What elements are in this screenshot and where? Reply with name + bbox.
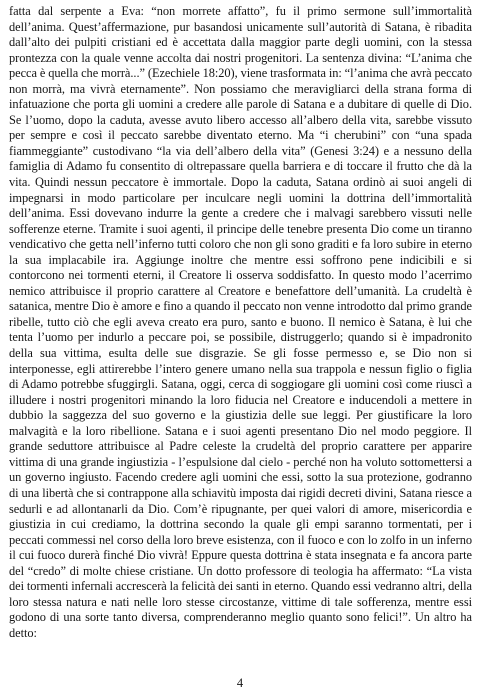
page-number: 4	[236, 676, 244, 690]
body-paragraph: fatta dal serpente a Eva: “non morrete affatto”, fu il primo sermone sull’immortalità dell’anima. Quest’affermazione, pur basandosi unicamente sull’autorità di Satana, è ribadita dall’alto dei pulpiti cristiani ed è accettata dalla maggior parte degli uomini, con la stessa prontezza con la quale venne accolta dai nostri progenitori. La sentenza divina: “L’anima che pecca è quella che morrà...” (Ezechiele 18:20), viene trasformata in: “l’anima che avrà peccato non morrà, ma vivrà eternamente”. Non possiamo che meravigliarci della strana forma di infatuazione che porta gli uomini a credere alle parole di Satana e a dubitare di quelle di Dio. Se l’uomo, dopo la caduta, avesse avuto libero accesso all’albero della vita, sarebbe vissuto per sempre e così il peccato sarebbe diventato eterno. Ma “i cherubini” con “una spada fiammeggiante” custodivano “la via dell’albero della vita” (Genesi 3:24) e a nessuno della famiglia di Adamo fu consentito di oltrepassare quella barriera e di toccare il frutto che dà la vita. Quindi nessun peccatore è immortale. Dopo la caduta, Satana ordinò ai suoi angeli di impegnarsi in modo particolare per inculcare negli uomini la dottrina dell’immortalità dell’anima. Essi dovevano indurre la gente a credere che i malvagi sarebbero vissuti nelle sofferenze eterne. Tramite i suoi agenti, il principe delle tenebre presenta Dio come un tiranno vendicativo che getta nell’inferno tutti coloro che non gli sono graditi e fa loro subire in eterno la sua implacabile ira. Aggiunge inoltre che mentre essi soffrono pene indicibili e si contorcono nei tormenti eterni, il Creatore li osserva soddisfatto. In questo modo l’acerrimo nemico attribuisce il proprio carattere al Creatore e benefattore dell’umanità. La crudeltà è satanica, mentre Dio è amore e fino a quando il peccato non venne introdotto dal primo grande ribelle, tutto ciò che egli aveva creato era puro, santo e buono. Il nemico è Satana, è lui che tenta l’uomo per indurlo a peccare poi, se possibile, distruggerlo; quando si è impadronito della sua vittima, esulta delle sue disgrazie. Se gli fosse permesso e, se Dio non si interponesse, egli attirerebbe l’intero genere umano nella sua trappola e nessun figlio o figlia di Adamo potrebbe sfuggirgli. Satana, oggi, cerca di soggiogare gli uomini così come riuscì a illudere i nostri progenitori minando la loro fiducia nel Creatore e inducendoli a mettere in dubbio la saggezza del suo governo e la giustizia delle sue leggi. Per giustificare la loro malvagità e la loro ribellione. Satana e i suoi agenti presentano Dio nel modo peggiore. Il grande seduttore attribuisce al Padre celeste la crudeltà del proprio carattere per apparire vittima di una grande ingiustizia - l’espulsione dal cielo - perché non ha voluto sottomettersi a un governo ingiusto. Facendo credere agli uomini che essi, sotto la sua protezione, godranno di una libertà che si contrappone alla schiavitù imposta dai rigidi decreti divini, Satana riesce a sedurli e ad allontanarli da Dio. Com’è ripugnante, per quei valori di amore, misericordia e giustizia in cui crediamo, la dottrina secondo la quale gli empi saranno tormentati, per i peccati commessi nel corso della loro breve esistenza, con il fuoco e con lo zolfo in un inferno il cui fuoco durerà finché Dio vivrà! Eppure questa dottrina è stata insegnata e fa ancora parte del “credo” di molte chiese cristiane. Un dotto professore di teologia ha affermato: “La vista dei tormenti infernali accrescerà la felicità dei santi in eterno. Quando essi vedranno altri, della loro stessa natura e nati nelle loro stesse circostanze, vittime di tale sofferenza, mentre essi godono di una sorte tanto diversa, comprenderanno meglio quanto sono felici!”. Un altro ha detto:	[9, 4, 472, 640]
